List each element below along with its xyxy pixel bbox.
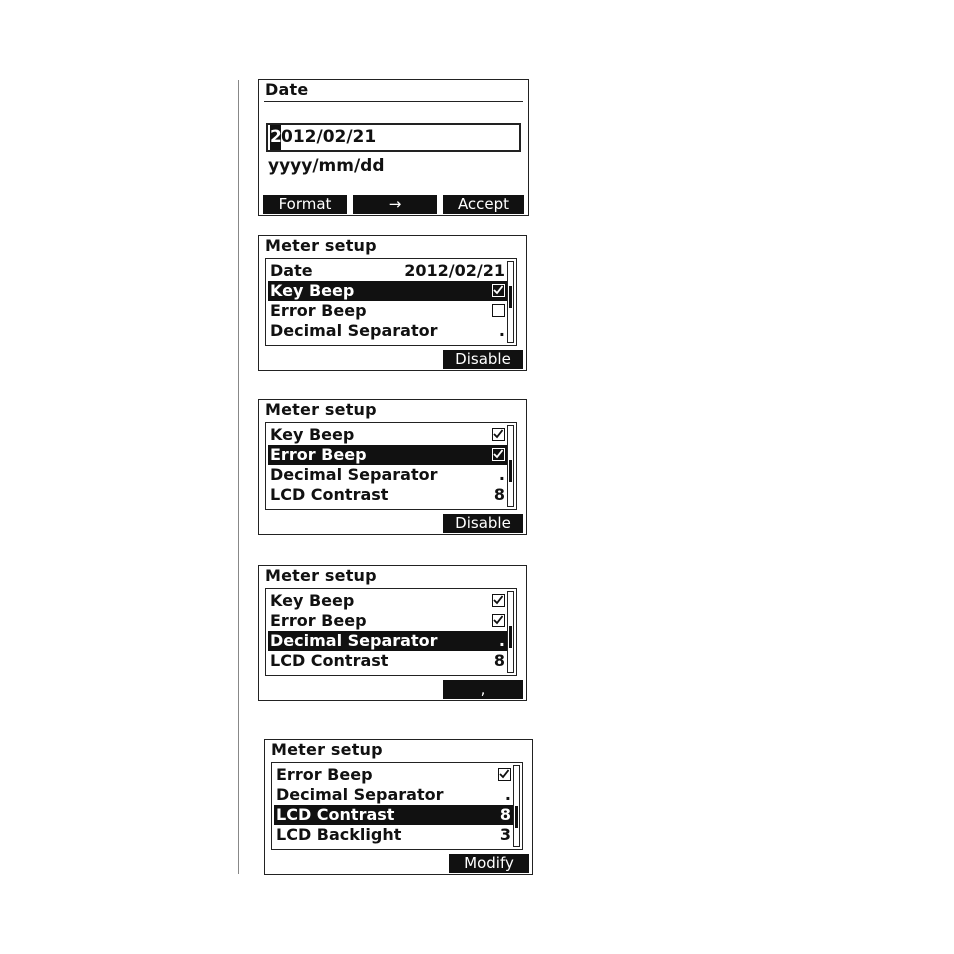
- menu-item[interactable]: [268, 611, 508, 631]
- screen-title: Meter setup: [265, 400, 377, 419]
- menu-item-value: .: [498, 465, 505, 484]
- menu-item[interactable]: [268, 281, 508, 301]
- menu-item-value: .: [504, 785, 511, 804]
- checkbox-checked-icon[interactable]: [498, 768, 511, 781]
- menu-item[interactable]: [268, 301, 508, 321]
- title-divider: [264, 101, 523, 102]
- checkbox-checked-icon[interactable]: [492, 594, 505, 607]
- checkbox-checked-icon[interactable]: [492, 614, 505, 627]
- checkmark-glyph: [493, 595, 503, 605]
- menu-item[interactable]: [274, 765, 514, 785]
- checkbox-empty-icon[interactable]: [492, 304, 505, 317]
- action-softkey[interactable]: Modify: [449, 854, 529, 873]
- accept-softkey[interactable]: Accept: [443, 195, 524, 214]
- scrollbar-thumb[interactable]: [515, 806, 518, 828]
- menu-item-value: 3: [499, 825, 511, 844]
- screen-title: Meter setup: [265, 566, 377, 585]
- menu-item[interactable]: [268, 261, 508, 281]
- page-divider-line: [238, 80, 239, 874]
- scrollbar[interactable]: [513, 765, 520, 847]
- menu-item-label: Error Beep: [276, 765, 373, 784]
- menu-item[interactable]: [268, 465, 508, 485]
- menu-item[interactable]: [268, 425, 508, 445]
- scrollbar[interactable]: [507, 261, 514, 343]
- menu-item-label: LCD Contrast: [270, 651, 389, 670]
- meter-setup-screen: [264, 739, 533, 875]
- date-input[interactable]: [266, 123, 521, 152]
- menu-item-label: Key Beep: [270, 591, 355, 610]
- menu-item[interactable]: [268, 651, 508, 671]
- date-format-label: yyyy/mm/dd: [268, 156, 385, 176]
- menu-item-label: Decimal Separator: [270, 465, 438, 484]
- action-softkey[interactable]: Disable: [443, 514, 523, 533]
- scrollbar-thumb[interactable]: [509, 460, 512, 482]
- format-softkey[interactable]: Format: [263, 195, 347, 214]
- menu-list: [271, 762, 523, 850]
- menu-item-label: LCD Contrast: [270, 485, 389, 504]
- menu-item-value: .: [498, 631, 505, 650]
- menu-item[interactable]: [274, 825, 514, 845]
- menu-list: [265, 588, 517, 676]
- menu-item-label: Decimal Separator: [270, 631, 438, 650]
- checkmark-glyph: [493, 615, 503, 625]
- screen-title: Meter setup: [265, 236, 377, 255]
- checkmark-glyph: [493, 449, 503, 459]
- next-digit-softkey[interactable]: →: [353, 195, 437, 214]
- date-screen: [258, 79, 529, 216]
- date-value: 012/02/21: [281, 127, 377, 147]
- checkbox-checked-icon[interactable]: [492, 284, 505, 297]
- softkey-bar: [263, 195, 524, 214]
- checkmark-glyph: [499, 769, 509, 779]
- menu-item-value: 2012/02/21: [404, 261, 505, 280]
- menu-item-label: Error Beep: [270, 445, 367, 464]
- menu-item[interactable]: [268, 591, 508, 611]
- scrollbar-thumb[interactable]: [509, 286, 512, 308]
- checkmark-glyph: [493, 429, 503, 439]
- menu-item-label: Decimal Separator: [270, 321, 438, 340]
- checkbox-checked-icon[interactable]: [492, 448, 505, 461]
- action-softkey[interactable]: ,: [443, 680, 523, 699]
- menu-item[interactable]: [274, 785, 514, 805]
- menu-item-value: .: [498, 321, 505, 340]
- menu-item-label: Decimal Separator: [276, 785, 444, 804]
- menu-item[interactable]: [268, 631, 508, 651]
- menu-list: [265, 258, 517, 346]
- scrollbar[interactable]: [507, 591, 514, 673]
- menu-item-label: LCD Contrast: [276, 805, 395, 824]
- edit-cursor: 2: [270, 125, 281, 150]
- meter-setup-screen: [258, 399, 527, 535]
- menu-item-label: Error Beep: [270, 611, 367, 630]
- menu-item-label: Key Beep: [270, 281, 355, 300]
- action-softkey[interactable]: Disable: [443, 350, 523, 369]
- menu-item-value: 8: [493, 485, 505, 504]
- checkmark-glyph: [493, 285, 503, 295]
- scrollbar[interactable]: [507, 425, 514, 507]
- menu-item-label: Key Beep: [270, 425, 355, 444]
- menu-item-label: Error Beep: [270, 301, 367, 320]
- menu-item-label: Date: [270, 261, 313, 280]
- screen-title: Meter setup: [271, 740, 383, 759]
- menu-list: [265, 422, 517, 510]
- checkbox-checked-icon[interactable]: [492, 428, 505, 441]
- menu-item-value: 8: [493, 651, 505, 670]
- meter-setup-screen: [258, 235, 527, 371]
- menu-item[interactable]: [274, 805, 514, 825]
- menu-item[interactable]: [268, 485, 508, 505]
- menu-item-value: 8: [499, 805, 511, 824]
- meter-setup-screen: [258, 565, 527, 701]
- scrollbar-thumb[interactable]: [509, 626, 512, 648]
- screen-title: Date: [265, 80, 309, 99]
- menu-item[interactable]: [268, 445, 508, 465]
- menu-item-label: LCD Backlight: [276, 825, 402, 844]
- menu-item[interactable]: [268, 321, 508, 341]
